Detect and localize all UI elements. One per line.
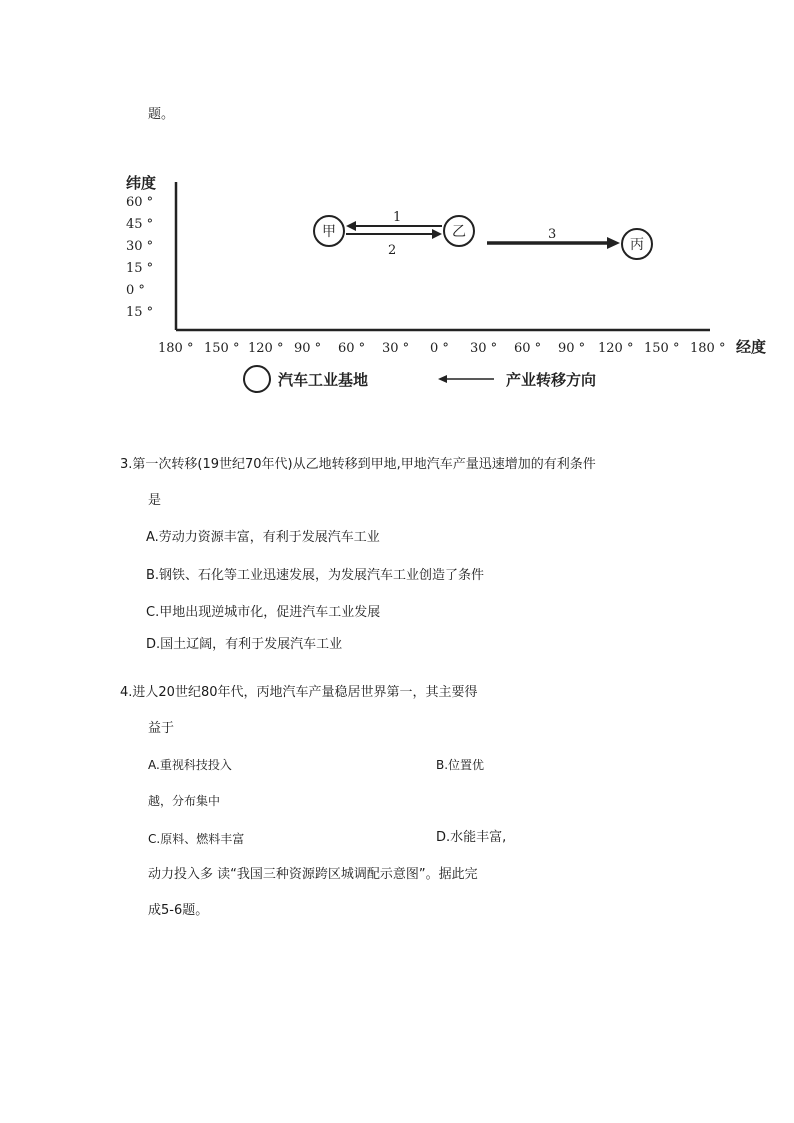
x-tick: 30 °: [382, 341, 410, 356]
x-tick: 180 °: [158, 341, 194, 356]
legend-arrow-head: [438, 375, 447, 383]
q4-option-a: A.重视科技投入: [148, 758, 232, 772]
q3-option-c: C.甲地出现逆城市化，促进汽车工业发展: [146, 605, 381, 620]
legend-circle-icon: [244, 366, 270, 392]
arrow-2-label: 2: [388, 243, 397, 258]
q4-option-b: B.位置优: [436, 758, 485, 772]
q4-stem: 4.进人20世纪80年代，丙地汽车产量稳居世界第一，其主要得: [120, 685, 478, 700]
x-tick: 90 °: [558, 341, 586, 356]
q4-stem-cont: 益于: [148, 721, 175, 736]
q4-tail: 成5-6题。: [148, 903, 209, 918]
arrow-3-head: [607, 237, 620, 249]
q4-option-b-cont: 越，分布集中: [148, 794, 221, 808]
q3-stem-cont: 是: [148, 493, 162, 508]
intro-tail: 题。: [148, 107, 175, 122]
arrow-2-head: [432, 229, 442, 239]
y-tick: 15 °: [126, 305, 154, 320]
legend-base-label: 汽车工业基地: [278, 371, 369, 389]
x-tick: 30 °: [470, 341, 498, 356]
arrow-3-label: 3: [548, 227, 557, 242]
q4-option-c: C.原料、燃料丰富: [148, 832, 245, 846]
arrow-1-head: [346, 221, 356, 231]
y-tick: 15 °: [126, 261, 154, 276]
y-tick: 0 °: [126, 283, 145, 298]
q3-option-b: B.钢铁、石化等工业迅速发展，为发展汽车工业创造了条件: [146, 568, 485, 583]
y-axis-title: 纬度: [126, 174, 157, 192]
x-tick: 120 °: [248, 341, 284, 356]
base-yi-label: 乙: [452, 224, 466, 240]
x-tick: 90 °: [294, 341, 322, 356]
q4-option-d-cont: 动力投入多 读“我国三种资源跨区城调配示意图”。据此完: [148, 867, 478, 882]
q3-option-d: D.国土辽阔，有利于发展汽车工业: [146, 637, 343, 652]
y-tick: 45 °: [126, 217, 154, 232]
x-tick: 150 °: [204, 341, 240, 356]
x-tick: 120 °: [598, 341, 634, 356]
base-jia-label: 甲: [322, 224, 336, 240]
q4-option-d: D.水能丰富,: [436, 830, 507, 845]
x-tick: 60 °: [514, 341, 542, 356]
x-axis-title: 经度: [736, 338, 767, 356]
industry-transfer-figure: [120, 168, 780, 396]
legend-arrow-label: 产业转移方向: [506, 371, 597, 389]
y-tick: 30 °: [126, 239, 154, 254]
x-tick: 0 °: [430, 341, 449, 356]
x-tick: 150 °: [644, 341, 680, 356]
base-bing-label: 丙: [630, 237, 644, 253]
x-tick: 60 °: [338, 341, 366, 356]
arrow-1-label: 1: [393, 210, 402, 225]
q3-option-a: A.劳动力资源丰富，有利于发展汽车工业: [146, 530, 380, 545]
y-tick: 60 °: [126, 195, 154, 210]
x-tick: 180 °: [690, 341, 726, 356]
q3-stem: 3.第一次转移(19世纪70年代)从乙地转移到甲地,甲地汽车产量迅速增加的有利条件: [120, 457, 596, 472]
